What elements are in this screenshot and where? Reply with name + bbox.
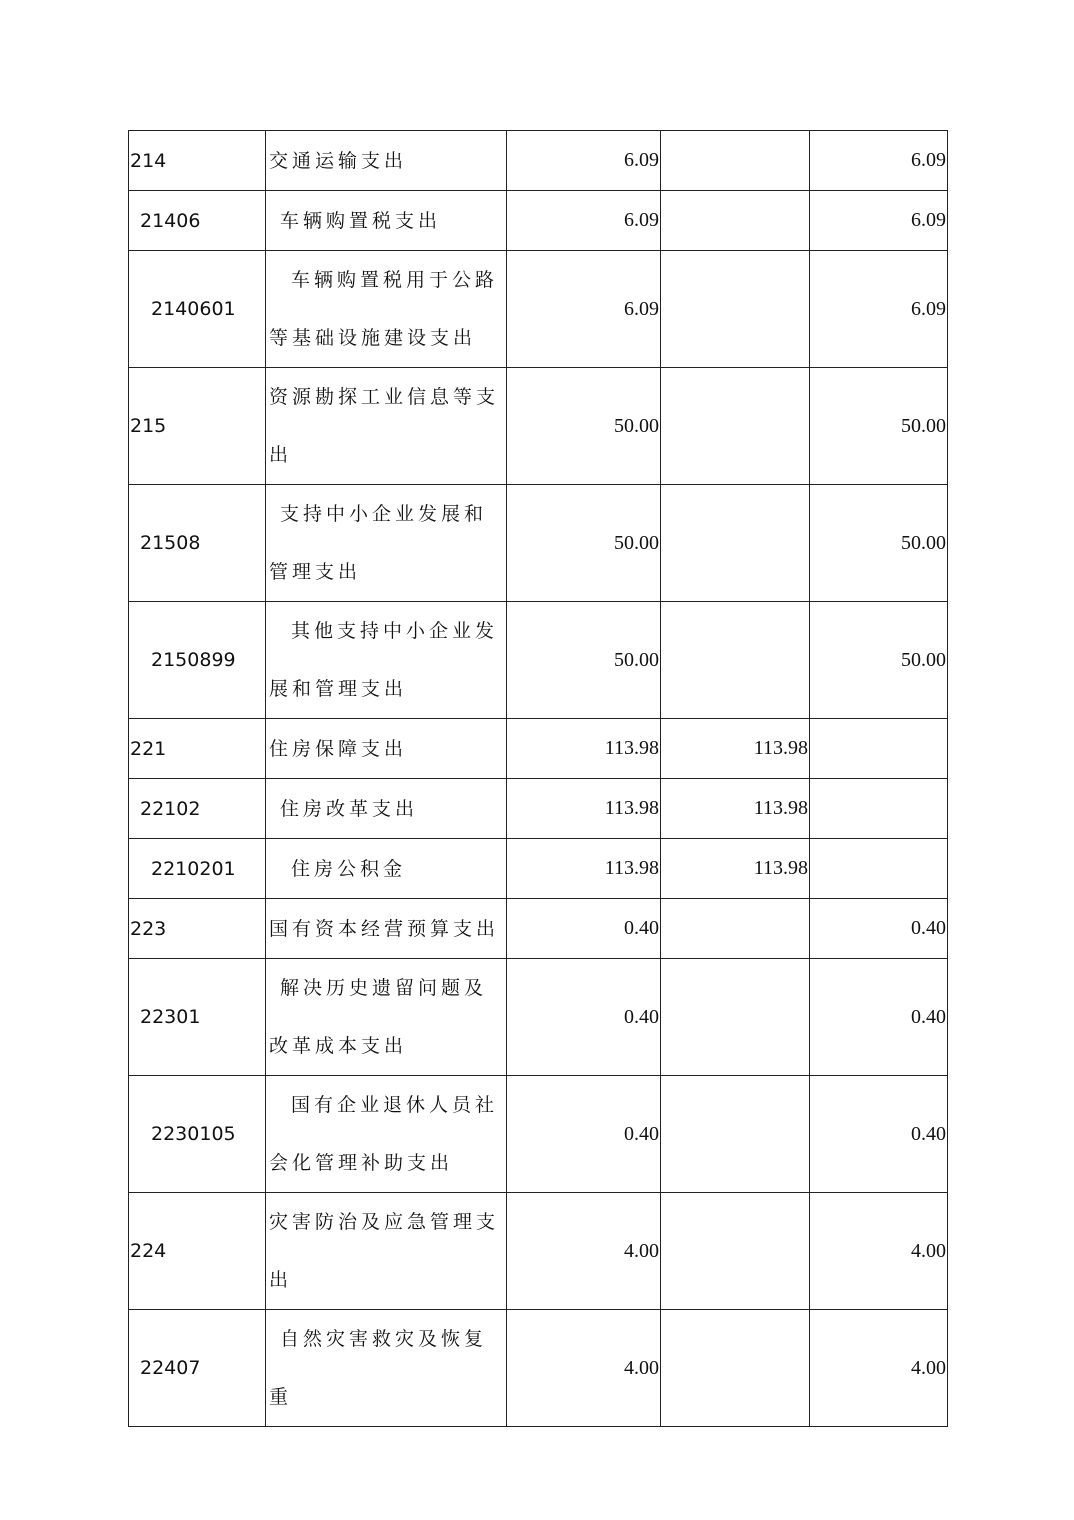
subject-name-cell bbox=[266, 251, 507, 368]
subject-name: 车辆购置税用于公路等基础设施建设支出 bbox=[269, 269, 499, 349]
subject-name-cell bbox=[266, 719, 507, 779]
project-amount: 6.09 bbox=[911, 297, 946, 320]
basic-amount-cell bbox=[661, 251, 810, 368]
project-amount-cell bbox=[810, 485, 948, 602]
project-amount: 0.40 bbox=[911, 1005, 946, 1028]
project-amount-cell bbox=[810, 719, 948, 779]
basic-amount: 113.98 bbox=[753, 857, 808, 879]
budget-expenditure-table bbox=[128, 130, 948, 1427]
subject-code-cell bbox=[129, 131, 266, 191]
total-amount: 6.09 bbox=[624, 297, 659, 320]
project-amount-cell bbox=[810, 251, 948, 368]
basic-amount-cell bbox=[661, 131, 810, 191]
subject-name-cell bbox=[266, 191, 507, 251]
subject-name-cell bbox=[266, 1193, 507, 1310]
subject-name-cell bbox=[266, 959, 507, 1076]
total-amount-cell bbox=[507, 191, 661, 251]
subject-code-cell bbox=[129, 251, 266, 368]
subject-code-cell bbox=[129, 839, 266, 899]
total-amount-cell bbox=[507, 1310, 661, 1427]
basic-amount-cell bbox=[661, 602, 810, 719]
project-amount: 0.40 bbox=[911, 917, 946, 939]
table-row bbox=[129, 191, 948, 251]
basic-amount-cell bbox=[661, 191, 810, 251]
basic-amount-cell bbox=[661, 899, 810, 959]
subject-code-cell bbox=[129, 779, 266, 839]
project-amount-cell bbox=[810, 899, 948, 959]
basic-amount: 113.98 bbox=[753, 737, 808, 759]
basic-amount-cell bbox=[661, 719, 810, 779]
project-amount-cell bbox=[810, 131, 948, 191]
subject-code: 21406 bbox=[140, 209, 201, 232]
table-row bbox=[129, 1310, 948, 1427]
subject-name: 国有资本经营预算支出 bbox=[269, 917, 500, 940]
subject-code-cell bbox=[129, 1076, 266, 1193]
subject-name: 车辆购置税支出 bbox=[280, 209, 442, 232]
subject-name-cell bbox=[266, 779, 507, 839]
project-amount: 50.00 bbox=[901, 531, 946, 554]
table-row bbox=[129, 251, 948, 368]
project-amount-cell bbox=[810, 1310, 948, 1427]
subject-code-cell bbox=[129, 191, 266, 251]
total-amount: 6.09 bbox=[624, 149, 659, 171]
project-amount-cell bbox=[810, 368, 948, 485]
subject-code-cell bbox=[129, 899, 266, 959]
basic-amount-cell bbox=[661, 1193, 810, 1310]
subject-code: 22407 bbox=[140, 1357, 201, 1379]
table-row bbox=[129, 719, 948, 779]
table-row bbox=[129, 131, 948, 191]
subject-code: 21508 bbox=[140, 532, 201, 554]
subject-name: 支持中小企业发展和管理支出 bbox=[269, 503, 488, 583]
project-amount-cell bbox=[810, 1076, 948, 1193]
project-amount: 50.00 bbox=[901, 414, 946, 437]
total-amount: 113.98 bbox=[604, 797, 659, 819]
total-amount-cell bbox=[507, 251, 661, 368]
subject-name: 住房保障支出 bbox=[269, 737, 408, 760]
subject-name-cell bbox=[266, 1076, 507, 1193]
total-amount: 4.00 bbox=[624, 1239, 659, 1262]
subject-name-cell bbox=[266, 602, 507, 719]
total-amount-cell bbox=[507, 719, 661, 779]
table-row bbox=[129, 779, 948, 839]
project-amount: 6.09 bbox=[911, 209, 946, 231]
project-amount: 6.09 bbox=[911, 149, 946, 171]
total-amount: 0.40 bbox=[624, 1005, 659, 1028]
total-amount: 0.40 bbox=[624, 1122, 659, 1145]
project-amount: 4.00 bbox=[911, 1239, 946, 1262]
total-amount-cell bbox=[507, 779, 661, 839]
total-amount: 113.98 bbox=[604, 737, 659, 759]
subject-name-cell bbox=[266, 131, 507, 191]
total-amount: 113.98 bbox=[604, 857, 659, 879]
total-amount-cell bbox=[507, 839, 661, 899]
subject-name: 住房改革支出 bbox=[280, 797, 419, 820]
subject-code-cell bbox=[129, 1193, 266, 1310]
subject-code: 223 bbox=[130, 917, 167, 940]
total-amount-cell bbox=[507, 1193, 661, 1310]
subject-code: 22102 bbox=[140, 797, 201, 820]
subject-code-cell bbox=[129, 485, 266, 602]
table-row bbox=[129, 959, 948, 1076]
subject-code-cell bbox=[129, 368, 266, 485]
subject-name: 自然灾害救灾及恢复重 bbox=[269, 1328, 488, 1408]
total-amount-cell bbox=[507, 1076, 661, 1193]
subject-code-cell bbox=[129, 959, 266, 1076]
subject-code: 2150899 bbox=[151, 649, 236, 671]
subject-code: 224 bbox=[130, 1240, 167, 1262]
table-row bbox=[129, 839, 948, 899]
total-amount: 50.00 bbox=[614, 414, 659, 437]
table-row bbox=[129, 602, 948, 719]
total-amount: 6.09 bbox=[624, 209, 659, 231]
table-row bbox=[129, 485, 948, 602]
total-amount-cell bbox=[507, 602, 661, 719]
project-amount-cell bbox=[810, 839, 948, 899]
basic-amount-cell bbox=[661, 779, 810, 839]
total-amount-cell bbox=[507, 899, 661, 959]
basic-amount: 113.98 bbox=[753, 797, 808, 819]
project-amount-cell bbox=[810, 1193, 948, 1310]
subject-name: 资源勘探工业信息等支出 bbox=[269, 386, 500, 466]
subject-name: 解决历史遗留问题及改革成本支出 bbox=[269, 977, 488, 1057]
total-amount: 4.00 bbox=[624, 1356, 659, 1379]
total-amount: 50.00 bbox=[614, 531, 659, 554]
basic-amount-cell bbox=[661, 1310, 810, 1427]
subject-code: 22301 bbox=[140, 1006, 201, 1028]
subject-name: 住房公积金 bbox=[291, 857, 407, 880]
subject-name-cell bbox=[266, 485, 507, 602]
subject-name: 国有企业退休人员社会化管理补助支出 bbox=[269, 1094, 499, 1174]
total-amount: 0.40 bbox=[624, 917, 659, 939]
subject-name-cell bbox=[266, 368, 507, 485]
project-amount-cell bbox=[810, 779, 948, 839]
project-amount: 50.00 bbox=[901, 648, 946, 671]
project-amount-cell bbox=[810, 959, 948, 1076]
subject-name-cell bbox=[266, 899, 507, 959]
table-row bbox=[129, 1193, 948, 1310]
subject-name: 灾害防治及应急管理支出 bbox=[269, 1211, 500, 1291]
total-amount-cell bbox=[507, 368, 661, 485]
basic-amount-cell bbox=[661, 368, 810, 485]
project-amount-cell bbox=[810, 191, 948, 251]
subject-name: 交通运输支出 bbox=[269, 149, 408, 172]
subject-code: 2140601 bbox=[151, 298, 236, 320]
basic-amount-cell bbox=[661, 1076, 810, 1193]
subject-code: 221 bbox=[130, 737, 167, 760]
subject-code: 2230105 bbox=[151, 1123, 236, 1145]
subject-code: 215 bbox=[130, 415, 167, 437]
total-amount-cell bbox=[507, 959, 661, 1076]
project-amount: 0.40 bbox=[911, 1122, 946, 1145]
project-amount-cell bbox=[810, 602, 948, 719]
table-row bbox=[129, 1076, 948, 1193]
subject-name-cell bbox=[266, 1310, 507, 1427]
subject-code: 214 bbox=[130, 149, 167, 172]
table-row bbox=[129, 368, 948, 485]
total-amount-cell bbox=[507, 485, 661, 602]
subject-code-cell bbox=[129, 1310, 266, 1427]
basic-amount-cell bbox=[661, 839, 810, 899]
subject-code-cell bbox=[129, 602, 266, 719]
basic-amount-cell bbox=[661, 485, 810, 602]
subject-name: 其他支持中小企业发展和管理支出 bbox=[269, 620, 499, 700]
project-amount: 4.00 bbox=[911, 1356, 946, 1379]
subject-code: 2210201 bbox=[151, 857, 236, 880]
table-row bbox=[129, 899, 948, 959]
total-amount: 50.00 bbox=[614, 648, 659, 671]
basic-amount-cell bbox=[661, 959, 810, 1076]
subject-name-cell bbox=[266, 839, 507, 899]
total-amount-cell bbox=[507, 131, 661, 191]
subject-code-cell bbox=[129, 719, 266, 779]
